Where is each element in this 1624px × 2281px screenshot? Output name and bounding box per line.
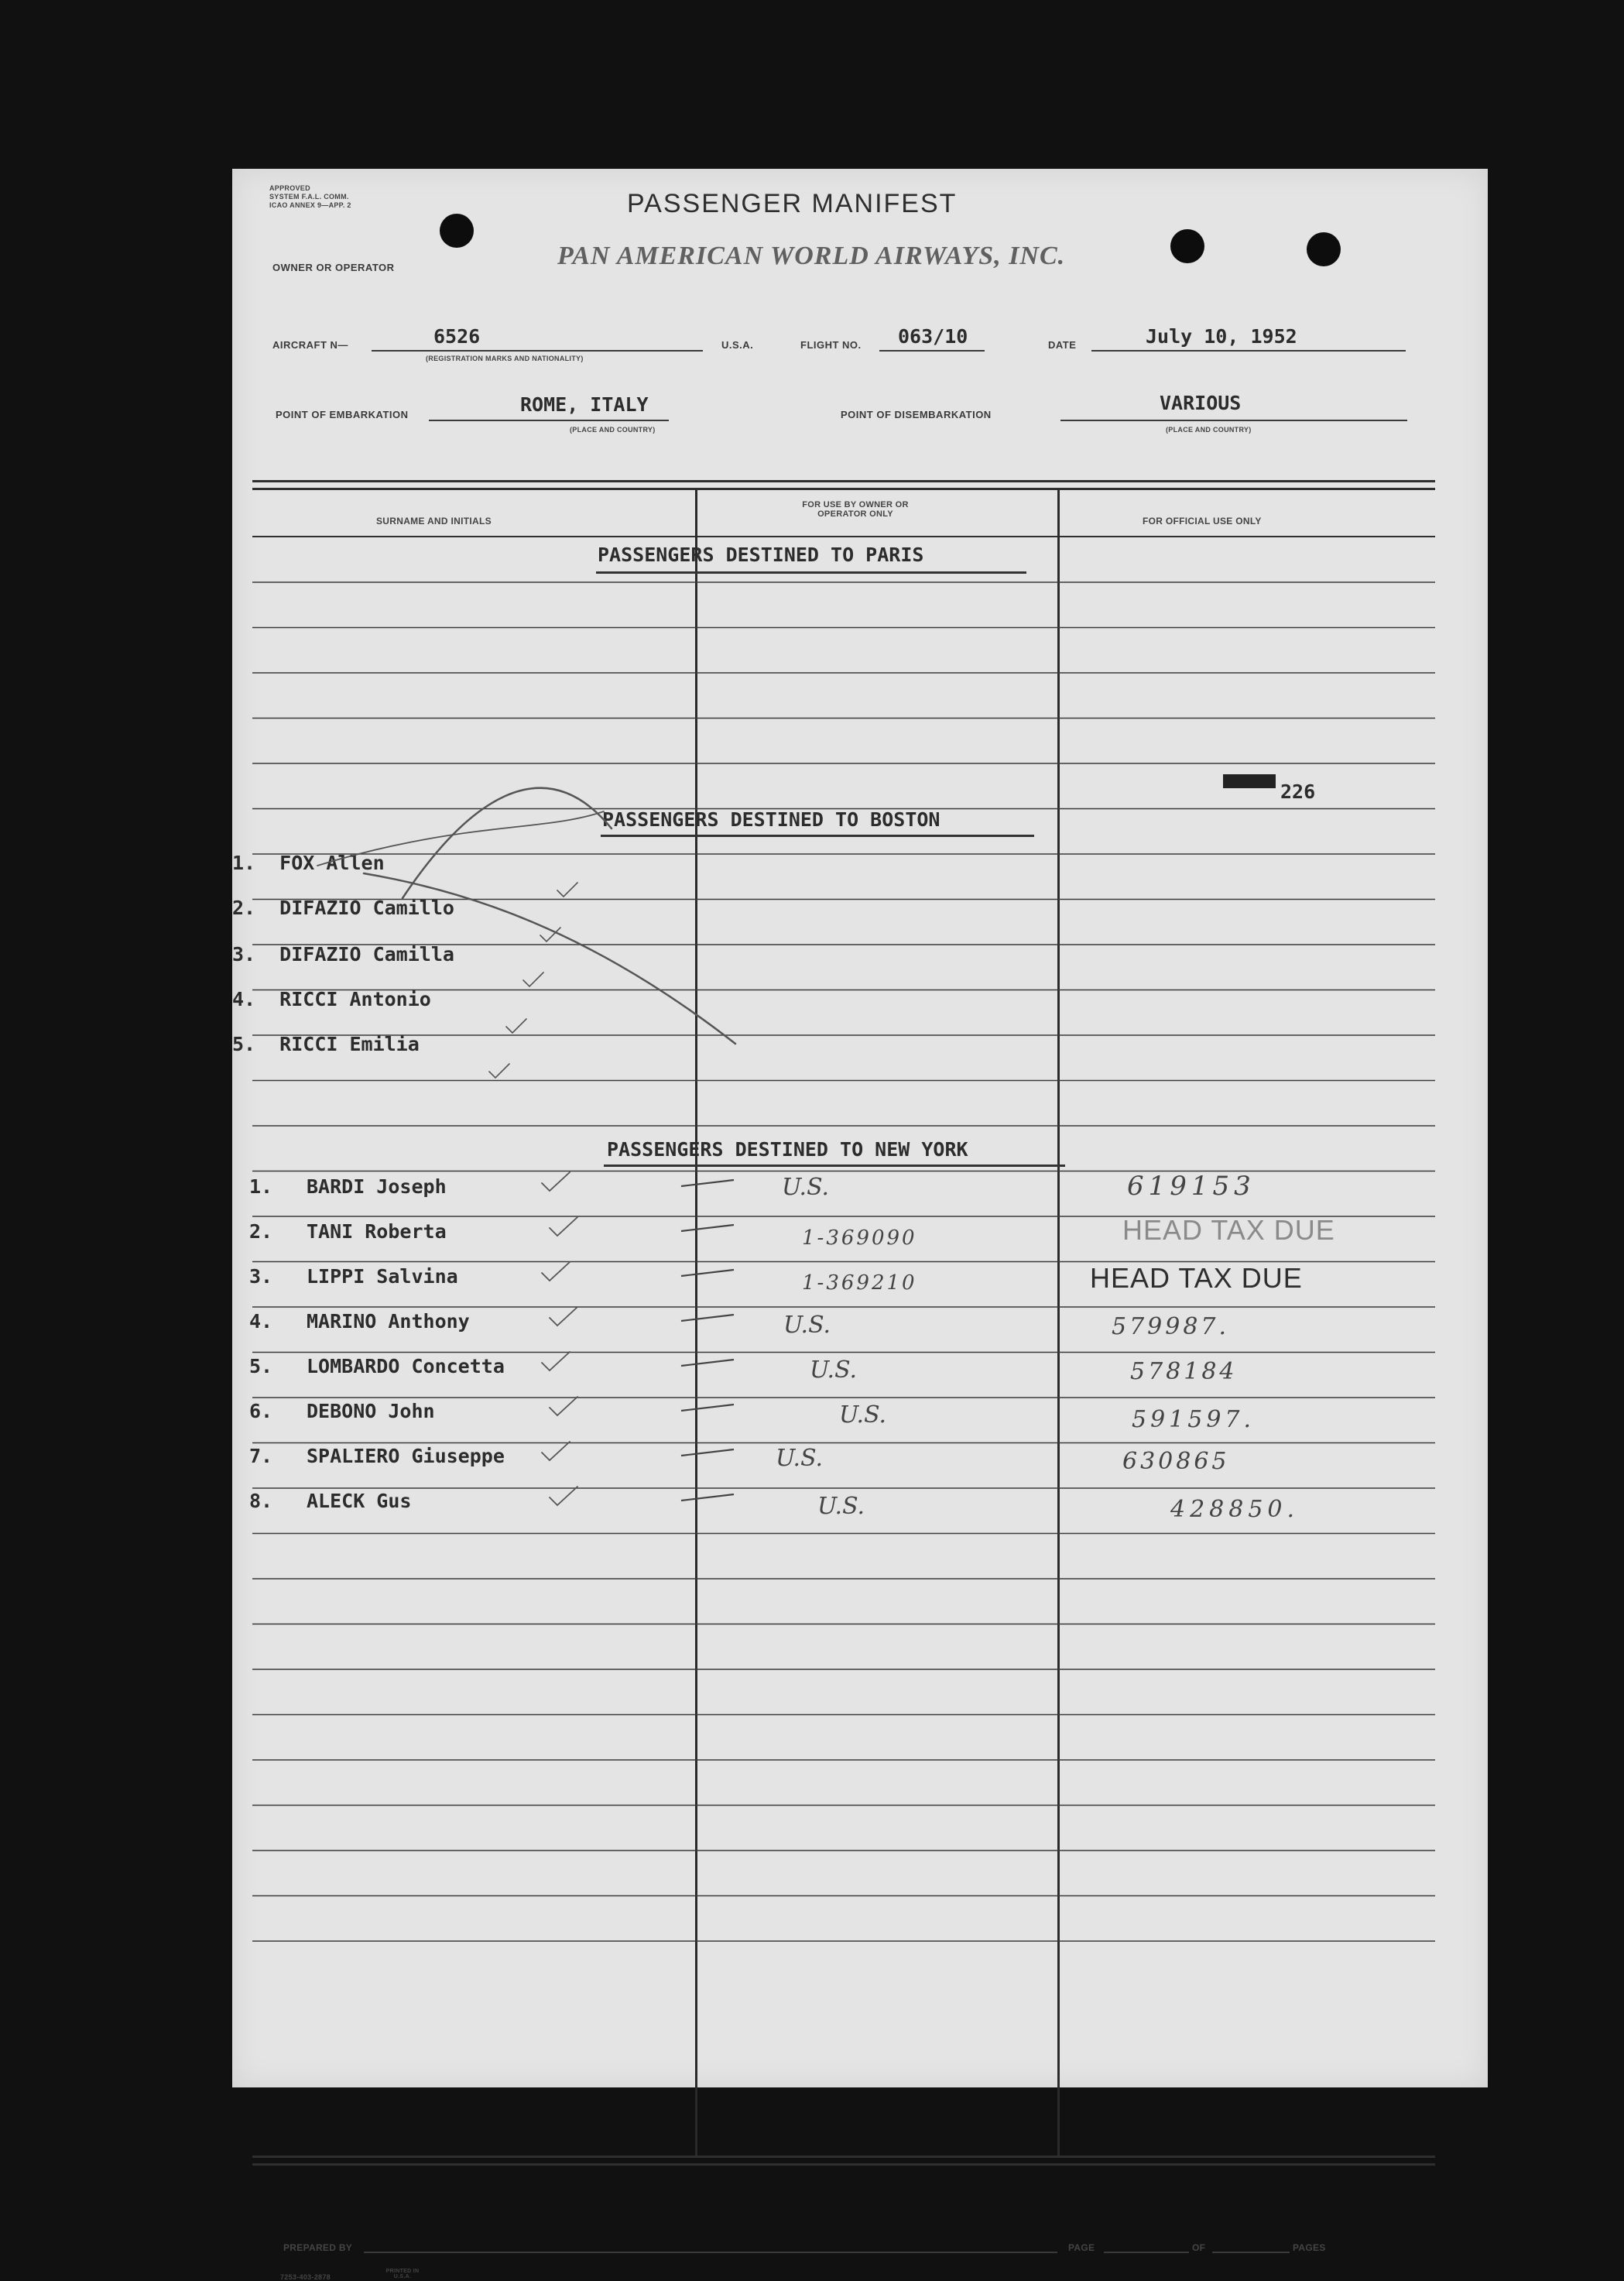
prepared-by-underline <box>364 2252 1057 2253</box>
passenger-name: TANI Roberta <box>307 1220 447 1243</box>
usa-label: U.S.A. <box>721 339 754 351</box>
passenger-name: DIFAZIO Camillo <box>279 897 454 919</box>
section-heading-paris-underline <box>596 571 1026 574</box>
table-top-rule <box>252 480 1435 482</box>
passenger-name: DIFAZIO Camilla <box>279 943 454 966</box>
passenger-name: RICCI Emilia <box>279 1033 420 1055</box>
punch-hole <box>1307 232 1341 266</box>
column-divider-left <box>695 489 697 2156</box>
passenger-row <box>232 943 454 966</box>
official-entry: 579987. <box>1112 1313 1230 1340</box>
official-entry: 619153 <box>1127 1171 1256 1202</box>
passenger-name: ALECK Gus <box>307 1490 412 1512</box>
section-heading-boston-underline <box>601 835 1034 837</box>
approval-line-2: SYSTEM F.A.L. COMM. <box>269 193 349 201</box>
section-heading-new-york: PASSENGERS DESTINED TO NEW YORK <box>607 1138 968 1161</box>
official-entry: 591597. <box>1132 1406 1256 1433</box>
owner-entry: U.S. <box>783 1312 831 1339</box>
passenger-number: 4. <box>249 1310 273 1333</box>
owner-entry: U.S. <box>776 1445 824 1472</box>
passenger-row <box>232 897 454 919</box>
date-underline <box>1091 350 1406 352</box>
column-header-surname: SURNAME AND INITIALS <box>376 516 492 527</box>
page-label: PAGE <box>1068 2242 1095 2253</box>
punch-hole <box>440 214 474 248</box>
header-rule <box>252 536 1435 537</box>
passenger-name: LOMBARDO Concetta <box>307 1355 505 1377</box>
table-top-rule-2 <box>252 488 1435 490</box>
passenger-name: SPALIERO Giuseppe <box>307 1445 505 1467</box>
owner-entry: 1-369210 <box>802 1271 917 1295</box>
passenger-number: 1. <box>232 852 256 874</box>
head-tax-stamp: HEAD TAX DUE <box>1090 1262 1303 1294</box>
passenger-number: 2. <box>232 897 256 919</box>
of-label: OF <box>1192 2242 1206 2253</box>
official-entry: 428850. <box>1170 1496 1300 1523</box>
official-entry: 630865 <box>1122 1448 1230 1475</box>
section-heading-paris: PASSENGERS DESTINED TO PARIS <box>598 544 924 566</box>
passenger-number: 5. <box>232 1033 256 1055</box>
table-bottom-rule-2 <box>252 2163 1435 2166</box>
flight-underline <box>879 350 985 352</box>
embarkation-value: ROME, ITALY <box>520 393 649 416</box>
table-bottom-rule <box>252 2156 1435 2158</box>
passenger-row <box>232 1033 420 1055</box>
section-heading-boston: PASSENGERS DESTINED TO BOSTON <box>602 808 940 831</box>
owner-entry: U.S. <box>782 1174 830 1201</box>
punch-hole <box>1170 229 1204 263</box>
manifest-title: PASSENGER MANIFEST <box>627 189 958 218</box>
passenger-number: 3. <box>249 1265 273 1288</box>
passenger-name: RICCI Antonio <box>279 988 431 1010</box>
passenger-number: 6. <box>249 1400 273 1422</box>
head-tax-stamp: HEAD TAX DUE <box>1122 1214 1335 1246</box>
passenger-name: LIPPI Salvina <box>307 1265 458 1288</box>
page-underline <box>1104 2252 1189 2253</box>
column-header-owner-use: FOR USE BY OWNER OR OPERATOR ONLY <box>802 500 909 519</box>
passenger-name: MARINO Anthony <box>307 1310 470 1333</box>
disembarkation-caption: (PLACE AND COUNTRY) <box>1166 426 1252 434</box>
date-label: DATE <box>1048 339 1077 351</box>
passenger-number: 3. <box>232 943 256 966</box>
official-entry: 578184 <box>1130 1358 1238 1385</box>
embarkation-underline <box>429 420 669 421</box>
aircraft-label: AIRCRAFT N— <box>272 339 348 351</box>
pages-label: PAGES <box>1293 2242 1326 2253</box>
of-underline <box>1212 2252 1290 2253</box>
column-header-official-use: FOR OFFICIAL USE ONLY <box>1143 516 1262 527</box>
passenger-name: BARDI Joseph <box>307 1175 447 1198</box>
owner-label: OWNER OR OPERATOR <box>272 262 395 273</box>
operator-name: PAN AMERICAN WORLD AIRWAYS, INC. <box>557 242 1066 270</box>
passenger-number: 1. <box>249 1175 273 1198</box>
passenger-number: 2. <box>249 1220 273 1243</box>
passenger-number: 8. <box>249 1490 273 1512</box>
disembarkation-underline <box>1060 420 1407 421</box>
passenger-name: FOX Allen <box>279 852 385 874</box>
column-divider-right <box>1057 489 1060 2156</box>
passenger-number: 4. <box>232 988 256 1010</box>
passenger-row <box>232 852 385 874</box>
date-value: July 10, 1952 <box>1146 325 1297 348</box>
prepared-by-label: PREPARED BY <box>283 2242 353 2253</box>
passenger-number: 7. <box>249 1445 273 1467</box>
aircraft-caption: (REGISTRATION MARKS AND NATIONALITY) <box>426 355 584 362</box>
aircraft-underline <box>372 350 703 352</box>
embarkation-caption: (PLACE AND COUNTRY) <box>570 426 656 434</box>
embarkation-label: POINT OF EMBARKATION <box>276 409 409 420</box>
approval-line-1: APPROVED <box>269 184 310 192</box>
disembarkation-value: VARIOUS <box>1160 392 1242 414</box>
disembarkation-label: POINT OF DISEMBARKATION <box>841 409 992 420</box>
passenger-name: DEBONO John <box>307 1400 435 1422</box>
approval-line-3: ICAO ANNEX 9—APP. 2 <box>269 201 351 209</box>
owner-entry: U.S. <box>839 1401 887 1429</box>
section-heading-new-york-underline <box>604 1165 1065 1167</box>
manifest-sheet <box>232 169 1488 2281</box>
printed-mark: PRINTED IN U.S.A. <box>385 2269 420 2279</box>
owner-entry: U.S. <box>817 1493 865 1520</box>
aircraft-value: 6526 <box>433 325 481 348</box>
owner-entry: 1-369090 <box>802 1226 917 1250</box>
passenger-number: 5. <box>249 1355 273 1377</box>
passenger-row <box>232 988 431 1010</box>
flight-value: 063/10 <box>898 325 968 348</box>
official-note-redaction <box>1223 774 1276 788</box>
form-number: 7253-403-2878 <box>280 2273 331 2281</box>
official-note: 226 <box>1280 780 1316 803</box>
owner-entry: U.S. <box>810 1357 858 1384</box>
flight-label: FLIGHT NO. <box>800 339 862 351</box>
